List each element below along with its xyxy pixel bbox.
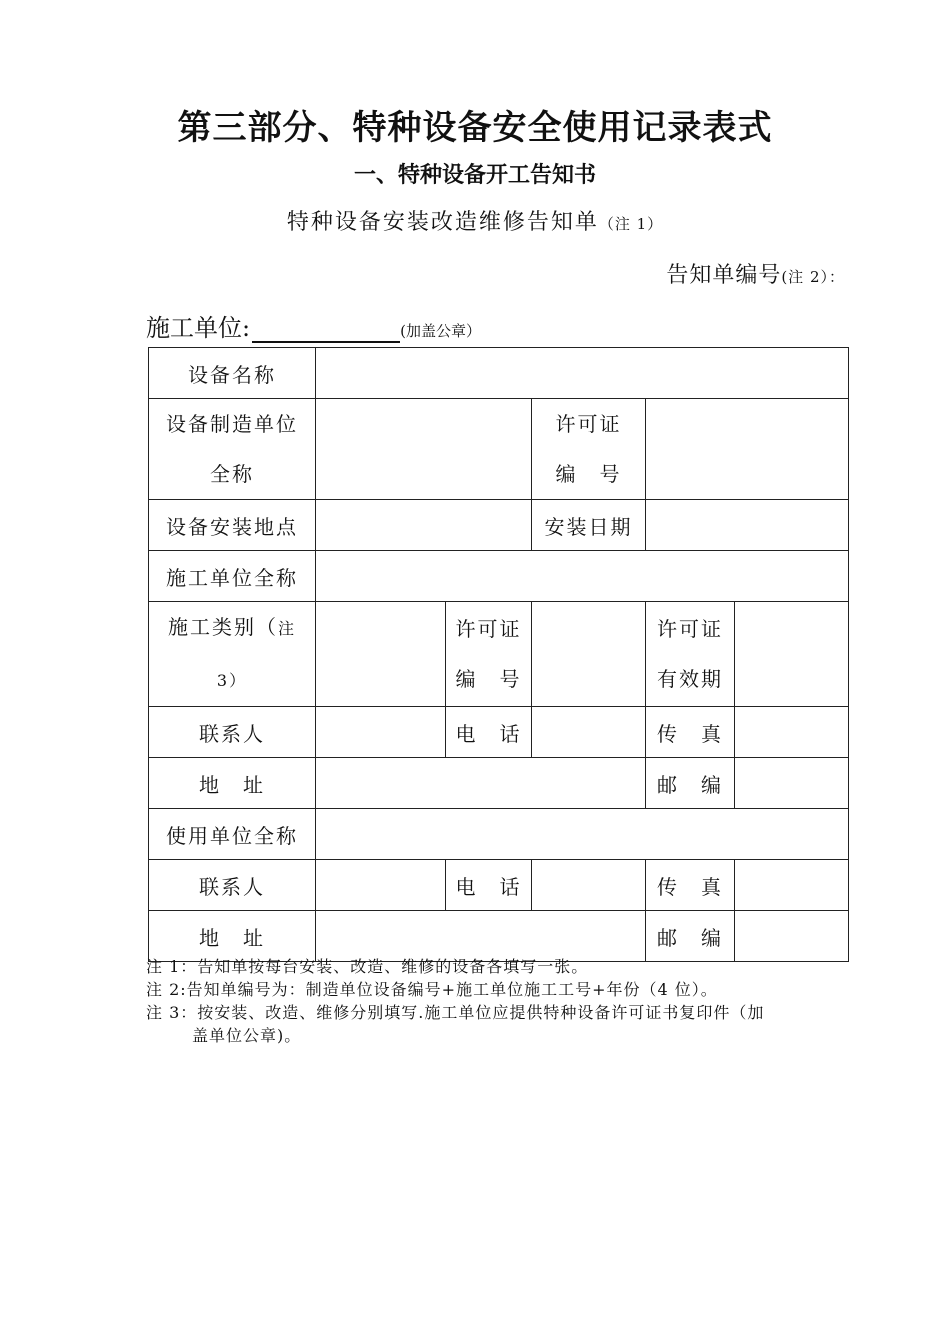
footnotes (146, 955, 856, 1047)
contractor-license-line2: 编 号 (455, 667, 522, 691)
work-type-text: 施工类别（ (167, 615, 278, 639)
stamp-note: (加盖公章） (400, 322, 481, 340)
work-type-label (149, 602, 316, 707)
user-postcode-label: 邮 编 (646, 911, 735, 962)
contractor-line (146, 308, 481, 343)
work-type-field[interactable] (316, 602, 446, 707)
user-contact-label: 联系人 (149, 860, 316, 911)
contractor-license-field[interactable] (532, 602, 646, 707)
contractor-blank-field[interactable] (252, 317, 400, 343)
footnote-3: 注 3：按安装、改造、维修分别填写.施工单位应提供特种设备许可证书复印件（加 (146, 1003, 765, 1022)
manufacturer-label (149, 399, 316, 500)
license-number-field[interactable] (646, 399, 849, 500)
license-validity-label (646, 602, 735, 707)
table-row (149, 602, 849, 707)
table-row (149, 911, 849, 962)
install-date-label: 安装日期 (532, 500, 646, 551)
contractor-full-name-field[interactable] (316, 551, 849, 602)
user-full-name-label: 使用单位全称 (149, 809, 316, 860)
contractor-full-name-label: 施工单位全称 (149, 551, 316, 602)
footnote-3-continued: 盖单位公章)。 (192, 1026, 302, 1045)
install-date-field[interactable] (646, 500, 849, 551)
user-fax-label: 传 真 (646, 860, 735, 911)
phone-label: 电 话 (446, 707, 532, 758)
address-label: 地 址 (149, 758, 316, 809)
user-fax-field[interactable] (735, 860, 849, 911)
table-row (149, 758, 849, 809)
user-phone-field[interactable] (532, 860, 646, 911)
postcode-field[interactable] (735, 758, 849, 809)
contractor-license-label (446, 602, 532, 707)
equipment-name-field[interactable] (316, 348, 849, 399)
table-row (149, 500, 849, 551)
contact-field[interactable] (316, 707, 446, 758)
footnote-2: 注 2:告知单编号为：制造单位设备编号+施工单位施工工号+年份（4 位）。 (146, 980, 718, 999)
form-title-text: 特种设备安装改造维修告知单 (286, 210, 599, 235)
table-row (149, 809, 849, 860)
notice-number-label (666, 258, 845, 289)
user-full-name-field[interactable] (316, 809, 849, 860)
footnote-1: 注 1：告知单按每台安装、改造、维修的设备各填写一张。 (146, 957, 589, 976)
section-title: 一、特种设备开工告知书 (353, 162, 596, 188)
form-title-note: （注 1） (598, 215, 664, 233)
manufacturer-label-line1: 设备制造单位 (166, 412, 298, 436)
license-validity-field[interactable] (735, 602, 849, 707)
notice-form-table (148, 347, 849, 962)
manufacturer-label-line2: 全称 (210, 462, 254, 486)
contractor-license-line1: 许可证 (455, 617, 522, 641)
install-site-field[interactable] (316, 500, 532, 551)
table-row (149, 399, 849, 500)
equipment-name-label: 设备名称 (149, 348, 316, 399)
address-field[interactable] (316, 758, 646, 809)
fax-label: 传 真 (646, 707, 735, 758)
user-address-field[interactable] (316, 911, 646, 962)
license-validity-line1: 许可证 (657, 617, 723, 641)
user-postcode-field[interactable] (735, 911, 849, 962)
page-title: 第三部分、特种设备安全使用记录表式 (177, 108, 773, 148)
notice-number-note: (注 2）： (781, 268, 845, 286)
install-site-label: 设备安装地点 (149, 500, 316, 551)
license-label-line2: 编 号 (555, 462, 622, 486)
notice-number-text: 告知单编号 (666, 263, 782, 288)
user-phone-label: 电 话 (446, 860, 532, 911)
phone-field[interactable] (532, 707, 646, 758)
postcode-label: 邮 编 (646, 758, 735, 809)
user-address-label: 地 址 (149, 911, 316, 962)
user-contact-field[interactable] (316, 860, 446, 911)
form-title (0, 205, 950, 236)
manufacturer-field[interactable] (316, 399, 532, 500)
license-validity-line2: 有效期 (657, 667, 723, 691)
work-type-note-1: 注 (277, 619, 296, 638)
contractor-label: 施工单位: (146, 314, 251, 342)
table-row (149, 707, 849, 758)
table-row (149, 348, 849, 399)
license-number-label (532, 399, 646, 500)
table-row (149, 551, 849, 602)
fax-field[interactable] (735, 707, 849, 758)
contact-label: 联系人 (149, 707, 316, 758)
work-type-note-2: 3） (216, 671, 248, 690)
license-label-line1: 许可证 (555, 412, 622, 436)
table-row (149, 860, 849, 911)
